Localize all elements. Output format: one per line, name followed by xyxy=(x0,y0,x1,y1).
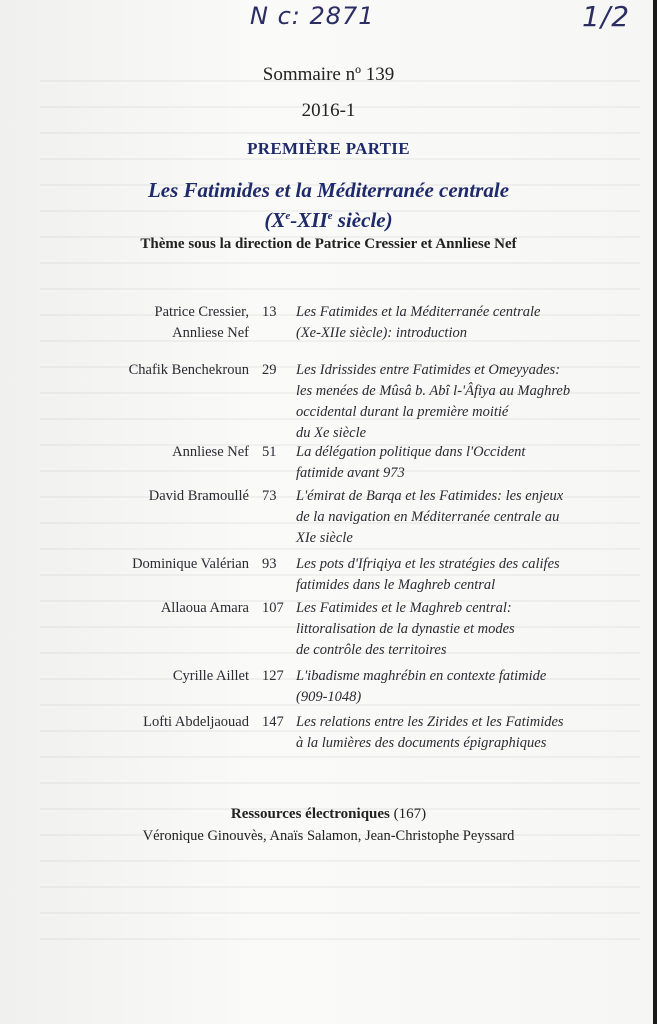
toc-page-number: 93 xyxy=(262,556,277,572)
toc-title-line: L'ibadisme maghrébin en contexte fatimide xyxy=(296,668,547,684)
theme-title-line-2: (Xe-XIIe siècle) xyxy=(264,208,393,232)
toc-author-line: Patrice Cressier, xyxy=(154,304,249,320)
part-heading: PREMIÈRE PARTIE xyxy=(247,139,410,158)
theme-title xyxy=(0,177,657,233)
toc-title-line: occidental durant la première moitié xyxy=(296,404,509,420)
issue-number: 2016-1 xyxy=(301,100,356,121)
theme-direction: Thème sous la direction de Patrice Cressier et Annliese Nef xyxy=(140,236,517,252)
resources-heading xyxy=(0,806,657,823)
toc-title xyxy=(296,666,626,708)
toc-title-line: Les Fatimides et le Maghreb central: xyxy=(296,600,512,616)
toc-title xyxy=(296,360,626,444)
toc-author xyxy=(39,712,249,733)
toc-author xyxy=(39,598,249,619)
resources-page: (167) xyxy=(393,806,427,822)
toc-author-line: Lofti Abdeljaouad xyxy=(143,714,249,730)
summary-number: Sommaire nº 139 xyxy=(262,64,395,85)
toc-author xyxy=(39,666,249,687)
toc-title-line: fatimide avant 973 xyxy=(296,465,405,481)
toc-title-line: La délégation politique dans l'Occident xyxy=(296,444,526,460)
toc-title-line: de contrôle des territoires xyxy=(296,642,447,658)
toc-title-line: (Xe-XIIe siècle): introduction xyxy=(296,325,467,341)
toc-title-line: Les Fatimides et la Méditerranée centrale xyxy=(296,304,541,320)
toc-author-line: David Bramoullé xyxy=(148,488,249,504)
toc-title xyxy=(296,486,626,549)
toc-page-number: 107 xyxy=(262,600,284,616)
toc-title xyxy=(296,442,626,484)
toc-author xyxy=(39,360,249,381)
toc-page-number: 29 xyxy=(262,362,277,378)
toc-page-number: 147 xyxy=(262,714,284,730)
toc-author xyxy=(39,442,249,463)
theme-title-line-1: Les Fatimides et la Méditerranée centrale xyxy=(147,178,510,202)
toc-title-line: L'émirat de Barqa et les Fatimides: les enjeux xyxy=(296,488,564,504)
toc-title-line: les menées de Mûsâ b. Abî l-'Âfiya au Maghreb xyxy=(296,383,571,399)
toc-author-line: Cyrille Aillet xyxy=(172,668,249,684)
toc-page-number: 51 xyxy=(262,444,277,460)
toc-author xyxy=(39,302,249,344)
toc-title xyxy=(296,712,626,754)
toc-title-line: Les pots d'Ifriqiya et les stratégies des califes xyxy=(296,556,560,572)
toc-author xyxy=(39,486,249,507)
toc-author-line: Annliese Nef xyxy=(172,444,249,460)
toc-author xyxy=(39,554,249,575)
toc-title xyxy=(296,302,626,344)
toc-page-number: 127 xyxy=(262,668,284,684)
toc-title-line: Les Idrissides entre Fatimides et Omeyyades: xyxy=(296,362,561,378)
toc-title-line: à la lumières des documents épigraphiques xyxy=(296,735,547,751)
toc-title xyxy=(296,598,626,661)
toc-title-line: XIe siècle xyxy=(296,530,353,546)
handwritten-reference: N c: 2871 xyxy=(250,2,375,30)
resources-label: Ressources électroniques xyxy=(230,806,390,822)
toc-title-line: de la navigation en Méditerranée centrale au xyxy=(296,509,560,525)
toc-title-line: littoralisation de la dynastie et modes xyxy=(296,621,515,637)
toc-title-line: (909-1048) xyxy=(296,689,362,705)
toc-title-line: du Xe siècle xyxy=(296,425,367,441)
toc-author-line: Chafik Benchekroun xyxy=(128,362,249,378)
toc-page-number: 13 xyxy=(262,304,277,320)
page-edge xyxy=(653,0,657,1024)
toc-author-line: Dominique Valérian xyxy=(132,556,249,572)
toc-title xyxy=(296,554,626,596)
toc-title-line: Les relations entre les Zirides et les Fatimides xyxy=(296,714,564,730)
toc-title-line: fatimides dans le Maghreb central xyxy=(296,577,496,593)
handwritten-page-number: 1/2 xyxy=(582,0,631,33)
resources-authors: Véronique Ginouvès, Anaïs Salamon, Jean-Christophe Peyssard xyxy=(142,828,515,844)
toc-page-number: 73 xyxy=(262,488,277,504)
toc-author-line: Annliese Nef xyxy=(172,325,249,341)
toc-author-line: Allaoua Amara xyxy=(160,600,249,616)
